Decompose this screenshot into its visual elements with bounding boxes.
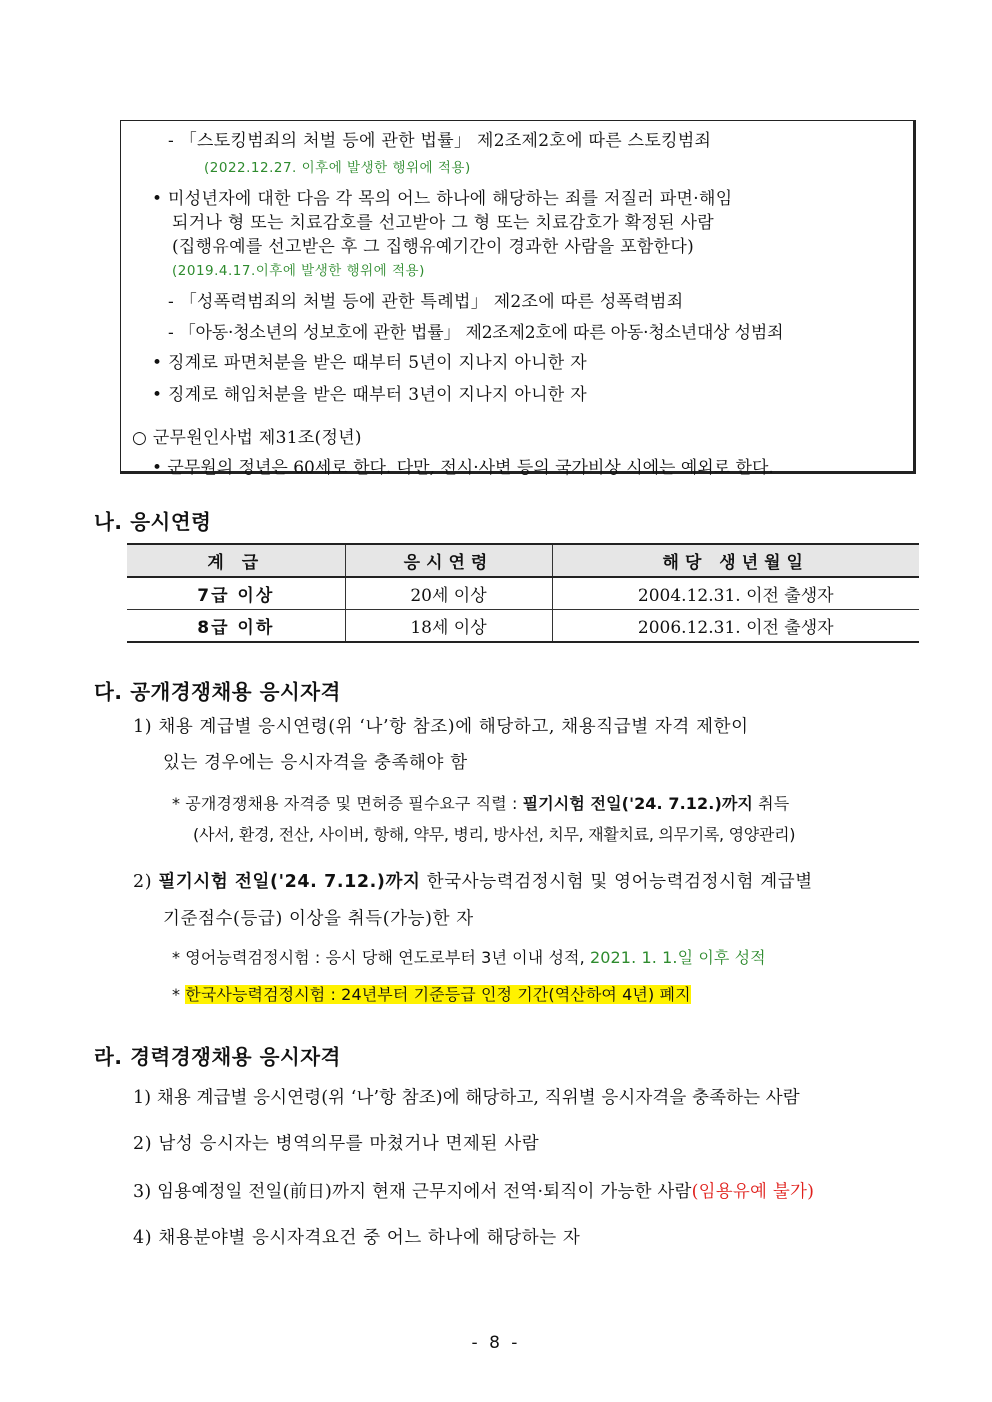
open-note-korean-history-star: * bbox=[172, 985, 186, 1004]
heading-career-competition: 라. 경력경쟁채용 응시자격 bbox=[94, 1045, 341, 1069]
open-item-2-line-1 bbox=[133, 868, 813, 893]
heading-open-competition: 다. 공개경쟁채용 응시자격 bbox=[94, 680, 341, 704]
open-note-korean-history bbox=[172, 982, 691, 1005]
box-line-minor-date: (2019.4.17.이후에 발생한 행위에 적용) bbox=[172, 263, 425, 279]
open-note-license bbox=[172, 791, 789, 814]
open-note-license-suffix: 취득 bbox=[752, 794, 790, 813]
header-birthdate: 해당 생년월일 bbox=[552, 544, 919, 577]
career-item-3 bbox=[133, 1178, 814, 1203]
open-note-english bbox=[172, 945, 766, 968]
box-line-law-31: ○ 군무원인사법 제31조(정년) bbox=[132, 428, 362, 448]
career-item-2: 2) 남성 응시자는 병역의무를 마쳤거나 면제된 사람 bbox=[133, 1134, 540, 1154]
open-item-2-number: 2) bbox=[133, 872, 159, 892]
box-line-sexual-violence: - 「성폭력범죄의 처벌 등에 관한 특례법」 제2조에 따른 성폭력범죄 bbox=[168, 292, 684, 312]
cell-grade: 7급 이상 bbox=[197, 586, 275, 606]
open-note-korean-history-highlight: 한국사능력검정시험 : 24년부터 기준등급 인정 기간(역산하여 4년) 폐지 bbox=[185, 985, 691, 1004]
box-line-dismissal: • 징계로 파면처분을 받은 때부터 5년이 지나지 아니한 자 bbox=[152, 353, 587, 373]
cell-birthdate: 2006.12.31. 이전 출생자 bbox=[552, 610, 919, 643]
header-grade: 계 급 bbox=[207, 553, 265, 573]
box-line-minor-1: • 미성년자에 대한 다음 각 목의 어느 하나에 해당하는 죄를 저질러 파면·해임 bbox=[152, 189, 733, 209]
table-row bbox=[127, 610, 919, 643]
header-age: 응시연령 bbox=[345, 544, 552, 577]
open-note-english-text: * 영어능력검정시험 : 응시 당해 연도로부터 3년 이내 성적, bbox=[172, 948, 590, 967]
box-line-stalking-date: (2022.12.27. 이후에 발생한 행위에 적용) bbox=[204, 160, 471, 176]
career-item-3-text: 3) 임용예정일 전일(前日)까지 현재 근무지에서 전역·퇴직이 가능한 사람 bbox=[133, 1182, 692, 1202]
box-line-child-protection: - 「아동·청소년의 성보호에 관한 법률」 제2조제2호에 따른 아동·청소년대상 성범죄 bbox=[168, 323, 784, 343]
open-note-license-deadline: 필기시험 전일('24. 7.12.)까지 bbox=[522, 794, 753, 813]
box-line-stalking: - 「스토킹범죄의 처벌 등에 관한 법률」 제2조제2호에 따른 스토킹범죄 bbox=[168, 131, 712, 151]
open-item-2-line-2: 기준점수(등급) 이상을 취득(가능)한 자 bbox=[163, 909, 474, 929]
open-note-license-list: (사서, 환경, 전산, 사이버, 항해, 약무, 병리, 방사선, 치무, 재활치료, 의무기록, 영양관리) bbox=[193, 825, 796, 844]
open-note-english-date: 2021. 1. 1.일 이후 성적 bbox=[589, 948, 766, 967]
career-item-3-note: (임용유예 불가) bbox=[691, 1182, 815, 1202]
box-line-retirement-age: • 군무원의 정년은 60세로 한다. 다만, 전시·사변 등의 국가비상 시에는 예외로 한다. bbox=[152, 458, 774, 478]
box-line-minor-3: (집행유예를 선고받은 후 그 집행유예기간이 경과한 사람을 포함한다) bbox=[172, 237, 695, 257]
age-table bbox=[127, 543, 919, 643]
cell-grade: 8급 이하 bbox=[197, 618, 275, 638]
career-item-1: 1) 채용 계급별 응시연령(위 ‘나’항 참조)에 해당하고, 직위별 응시자격을 충족하는 사람 bbox=[133, 1088, 800, 1108]
table-row bbox=[127, 577, 919, 610]
cell-age: 20세 이상 bbox=[345, 577, 552, 610]
box-line-discharge: • 징계로 해임처분을 받은 때부터 3년이 지나지 아니한 자 bbox=[152, 385, 587, 405]
cell-age: 18세 이상 bbox=[345, 610, 552, 643]
page-number: - 8 - bbox=[471, 1333, 521, 1353]
open-item-1-line-1: 1) 채용 계급별 응시연령(위 ‘나’항 참조)에 해당하고, 채용직급별 자격 제한이 bbox=[133, 717, 749, 737]
heading-age: 나. 응시연령 bbox=[94, 510, 212, 534]
box-line-minor-2: 되거나 형 또는 치료감호를 선고받아 그 형 또는 치료감호가 확정된 사람 bbox=[172, 213, 714, 233]
open-item-1-line-2: 있는 경우에는 응시자격을 충족해야 함 bbox=[163, 753, 468, 773]
open-item-2-deadline: 필기시험 전일('24. 7.12.)까지 bbox=[158, 872, 421, 892]
career-item-4: 4) 채용분야별 응시자격요건 중 어느 하나에 해당하는 자 bbox=[133, 1228, 581, 1248]
open-note-license-prefix: * 공개경쟁채용 자격증 및 면허증 필수요구 직렬 : bbox=[172, 794, 523, 813]
age-table-header bbox=[127, 544, 919, 577]
open-item-2-text: 한국사능력검정시험 및 영어능력검정시험 계급별 bbox=[420, 872, 813, 892]
cell-birthdate: 2004.12.31. 이전 출생자 bbox=[552, 577, 919, 610]
